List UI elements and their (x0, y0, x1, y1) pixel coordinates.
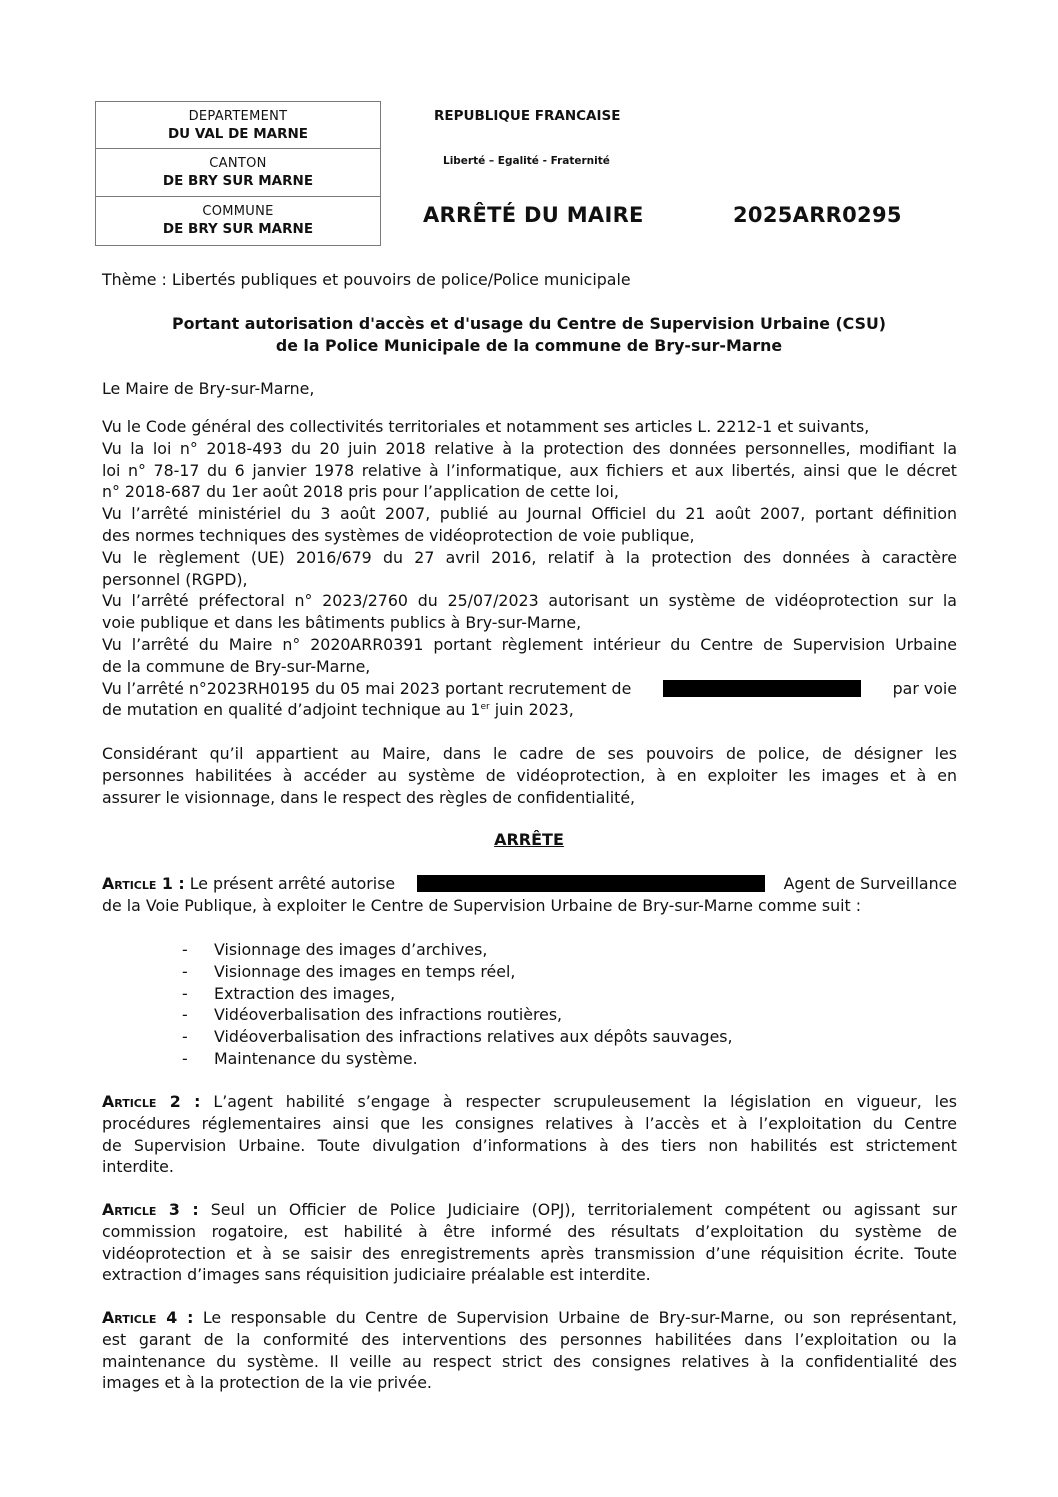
article-line: de Supervision Urbaine. Toute divulgation d’informations à des tiers non habilités est strictement (102, 1135, 957, 1155)
article-text: Agent de Surveillance (783, 874, 957, 893)
visa-line (102, 699, 957, 721)
subject-line: de la Police Municipale de la commune de Bry-sur-Marne (275, 336, 783, 355)
list-item (182, 1026, 733, 1048)
list-item-text: Visionnage des images d’archives, (214, 940, 488, 959)
visa-text: Vu l’arrêté n°2023RH0195 du 05 mai 2023 portant recrutement de (102, 678, 632, 698)
article-line: de la Voie Publique, à exploiter le Centre de Supervision Urbaine de Bry-sur-Marne comme suit : (102, 895, 862, 915)
article-line (102, 1199, 957, 1221)
article-line: procédures réglementaires ainsi que les consignes relatives à l’accès et à l’exploitation du Centre (102, 1113, 957, 1133)
redaction-bar (417, 875, 765, 892)
list-item-text: Vidéoverbalisation des infractions routières, (214, 1005, 563, 1025)
list-item (182, 961, 733, 983)
visa-line: Vu l’arrêté préfectoral n° 2023/2760 du 25/07/2023 autorisant un système de vidéoprotection sur la (102, 591, 957, 611)
decree-subject (0, 313, 1058, 357)
visa-text: de mutation en qualité d’adjoint technique au 1 (102, 700, 481, 720)
commune-value: DE BRY SUR MARNE (162, 220, 314, 237)
article-line: vidéoprotection et à se saisir des enregistrements après transmission d’une réquisition écrite. Toute (102, 1243, 957, 1263)
article-text: L’agent habilité s’engage à respecter scrupuleusement la législation en vigueur, les (200, 1092, 958, 1111)
canton-label: CANTON (209, 156, 267, 172)
visa-line (102, 678, 957, 700)
decision-heading: ARRÊTE (494, 830, 564, 849)
considerant-line: Considérant qu’il appartient au Maire, dans le cadre de ses pouvoirs de police, de désigner les (102, 744, 957, 763)
visa-line: des normes techniques des systèmes de vidéoprotection de voie publique, (102, 525, 695, 545)
visa-text: par voie (892, 678, 957, 698)
visa-line: personnel (RGPD), (102, 569, 248, 589)
article-line: maintenance du système. Il veille au respect strict des consignes relatives à la confidentialité des (102, 1351, 957, 1371)
article-line: extraction d’images sans réquisition judiciaire préalable est interdite. (102, 1265, 651, 1285)
list-dash: - (182, 961, 188, 981)
visa-line: Vu le règlement (UE) 2016/679 du 27 avril 2016, relatif à la protection des données à caractère (102, 547, 957, 567)
list-item-text: Maintenance du système. (214, 1048, 418, 1068)
subject-line: Portant autorisation d'accès et d'usage du Centre de Supervision Urbaine (CSU) (172, 314, 886, 333)
decree-title: ARRÊTÉ DU MAIRE (423, 203, 644, 227)
list-dash: - (182, 1048, 188, 1068)
canton-cell (96, 149, 380, 196)
commune-cell (96, 197, 380, 244)
authorization-list (182, 939, 733, 1070)
article-line (102, 873, 957, 895)
article-label: Article 1 : (102, 874, 185, 893)
article-line (102, 1307, 957, 1329)
article-2 (102, 1091, 957, 1178)
visa-line: loi n° 78-17 du 6 janvier 1978 relative à l’informatique, aux fichiers et aux libertés, ainsi que le décret (102, 460, 957, 480)
redaction-bar (663, 680, 861, 697)
motto: Liberté – Egalité - Fraternité (443, 155, 610, 167)
list-item (182, 1004, 733, 1026)
administrative-box (95, 101, 381, 246)
article-text: Le présent arrêté autorise (184, 874, 396, 893)
visa-line: Vu l’arrêté du Maire n° 2020ARR0391 portant règlement intérieur du Centre de Supervision Urbaine (102, 634, 957, 654)
article-4 (102, 1307, 957, 1394)
list-dash: - (182, 983, 188, 1003)
article-3 (102, 1199, 957, 1286)
visa-line: voie publique et dans les bâtiments publics à Bry-sur-Marne, (102, 613, 582, 633)
superscript: er (480, 702, 490, 713)
list-item-text: Visionnage des images en temps réel, (214, 961, 516, 981)
list-dash: - (182, 1005, 188, 1025)
list-item-text: Extraction des images, (214, 983, 396, 1003)
department-value: DU VAL DE MARNE (167, 126, 309, 142)
intro-line: Le Maire de Bry-sur-Marne, (102, 379, 315, 398)
visa-line: Vu l’arrêté ministériel du 3 août 2007, publié au Journal Officiel du 21 août 2007, portant définition (102, 504, 957, 524)
article-label: Article 3 : (102, 1200, 199, 1219)
article-1 (102, 873, 957, 917)
article-line: interdite. (102, 1157, 174, 1177)
list-item (182, 1048, 733, 1070)
visa-line: Vu la loi n° 2018-493 du 20 juin 2018 relative à la protection des données personnelles, modifiant la (102, 438, 957, 458)
visas-block (102, 416, 957, 721)
theme-line: Thème : Libertés publiques et pouvoirs de police/Police municipale (102, 270, 631, 289)
department-cell (96, 102, 380, 149)
department-label: DEPARTEMENT (188, 109, 288, 124)
article-text: Seul un Officier de Police Judiciaire (OPJ), territorialement compétent ou agissant sur (198, 1200, 958, 1219)
list-dash: - (182, 1027, 188, 1047)
list-dash: - (182, 940, 188, 959)
article-text: Le responsable du Centre de Supervision Urbaine de Bry-sur-Marne, ou son représentant, (193, 1308, 958, 1327)
visa-text: juin 2023, (489, 700, 574, 720)
republic-heading: REPUBLIQUE FRANCAISE (434, 108, 621, 124)
article-label: Article 4 : (102, 1308, 194, 1327)
visa-line: Vu le Code général des collectivités territoriales et notamment ses articles L. 2212-1 et suivants, (102, 417, 870, 436)
article-line (102, 1091, 957, 1113)
list-item (182, 939, 733, 961)
article-line: est garant de la conformité des interventions des personnes habilitées dans l’exploitation ou la (102, 1329, 957, 1349)
decree-number: 2025ARR0295 (733, 203, 902, 227)
considerant-line: assurer le visionnage, dans le respect des règles de confidentialité, (102, 787, 636, 807)
considerant-line: personnes habilitées à accéder au système de vidéoprotection, à en exploiter les images et à en (102, 765, 957, 785)
considerant-block (102, 743, 957, 808)
canton-value: DE BRY SUR MARNE (162, 173, 314, 190)
article-line: commission rogatoire, est habilité à être informé des résultats d’exploitation du système de (102, 1221, 957, 1241)
commune-label: COMMUNE (202, 203, 274, 219)
visa-line: de la commune de Bry-sur-Marne, (102, 656, 371, 676)
article-label: Article 2 : (102, 1092, 201, 1111)
article-line: images et à la protection de la vie privée. (102, 1373, 432, 1393)
article-text (102, 873, 395, 895)
list-item (182, 983, 733, 1005)
visa-line: n° 2018-687 du 1er août 2018 pris pour l’application de cette loi, (102, 482, 619, 502)
list-item-text: Vidéoverbalisation des infractions relatives aux dépôts sauvages, (214, 1027, 733, 1047)
